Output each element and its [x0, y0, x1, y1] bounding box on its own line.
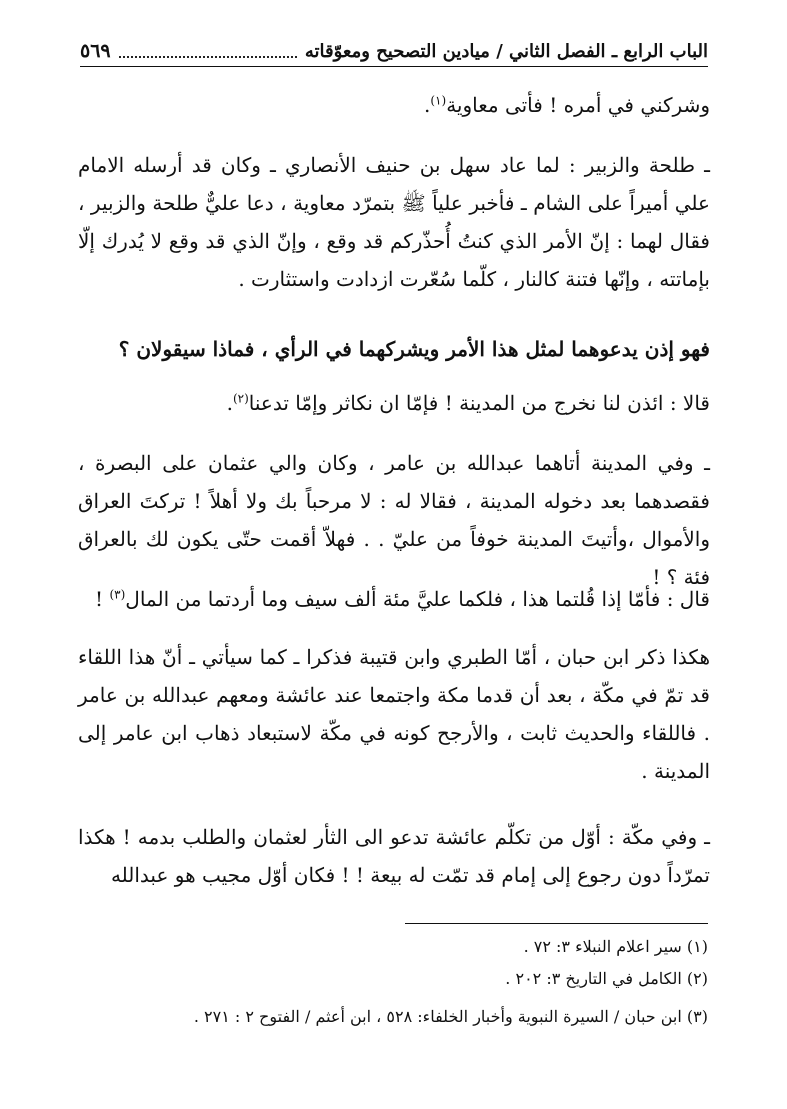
footnote-ref-1: (١) [430, 93, 447, 108]
page-number: ٥٦٩ [80, 40, 111, 62]
paragraph-8: ـ وفي مكّة : أوّل من تكلّم عائشة تدعو الى الثأر لعثمان والطلب بدمه ! هكذا تمرّداً دون رجوع إلى إمام قد تمّت له بيعة ! ! فكان أوّل مجيب هو عبدالله [78, 825, 710, 887]
footnote-ref-3: (٣) [109, 587, 126, 602]
chapter-title: الباب الرابع ـ الفصل الثاني / ميادين التصحيح ومعوّقاته [304, 40, 708, 62]
footnote-1: (١) سير اعلام النبلاء ٣: ٧٢ . [523, 937, 708, 956]
paragraph-5: ـ وفي المدينة أتاهما عبدالله بن عامر ، وكان والي عثمان على البصرة ، فقصدهما بعد دخوله المدينة ، فقالا له : لا مرحباً بك ولا أهلاً ! تركتَ العراق والأموال ،وأتيتَ المدينة خوفاً من عليّ . . فهلاّ أقمت حتّى يكون لك بالعراق فئة ؟ ! [78, 451, 710, 589]
paragraph-6: قال : فأمّا إذا قُلتما هذا ، فلكما عليَّ مئة ألف سيف وما أردتما من المال$^{(٣)}$ ! [95, 587, 710, 611]
footnote-3: (٣) ابن حبان / السيرة النبوية وأخبار الخلفاء: ٥٢٨ ، ابن أعثم / الفتوح ٢ : ٢٧١ . [193, 1007, 708, 1026]
paragraph-7: هكذا ذكر ابن حبان ، أمّا الطبري وابن قتيبة فذكرا ـ كما سيأتي ـ أنّ هذا اللقاء قد تمّ في مكّة ، بعد أن قدما مكة واجتمعا عند عائشة ومعهم عبدالله بن عامر . فاللقاء والحديث ثابت ، والأرجح كونه في مكّة لاستبعاد ذهاب ابن عامر إلى المدينة . [78, 645, 710, 783]
paragraph-2: ـ طلحة والزبير : لما عاد سهل بن حنيف الأنصاري ـ وكان قد أرسله الامام علي أميراً على الشام ـ فأخبر علياً ﷺ بتمرّد معاوية ، دعا عليٌّ طلحة والزبير ، فقال لهما : إنّ الأمر الذي كنتُ أُحذّركم قد وقع ، وإنّ الذي قد وقع لا يُدرك إلّا بإماتته ، وإنّها فتنة كالنار ، كلّما سُعّرت ازدادت واستثارت . [78, 153, 710, 291]
running-header [80, 36, 708, 67]
footnote-2: (٢) الكامل في التاريخ ٣: ٢٠٢ . [505, 969, 708, 988]
leader-dots [119, 44, 297, 58]
paragraph-4: قالا : ائذن لنا نخرج من المدينة ! فإمّا ان نكاثر وإمّا تدعنا$^{(٢)}$. [226, 391, 710, 415]
footnote-separator [405, 923, 708, 924]
footnote-ref-2: (٢) [232, 391, 249, 406]
paragraph-1: وشركني في أمره ! فأتى معاوية$^{(١)}$. [424, 93, 710, 117]
paragraph-3: فهو إذن يدعوهما لمثل هذا الأمر ويشركهما في الرأي ، فماذا سيقولان ؟ [118, 337, 710, 361]
